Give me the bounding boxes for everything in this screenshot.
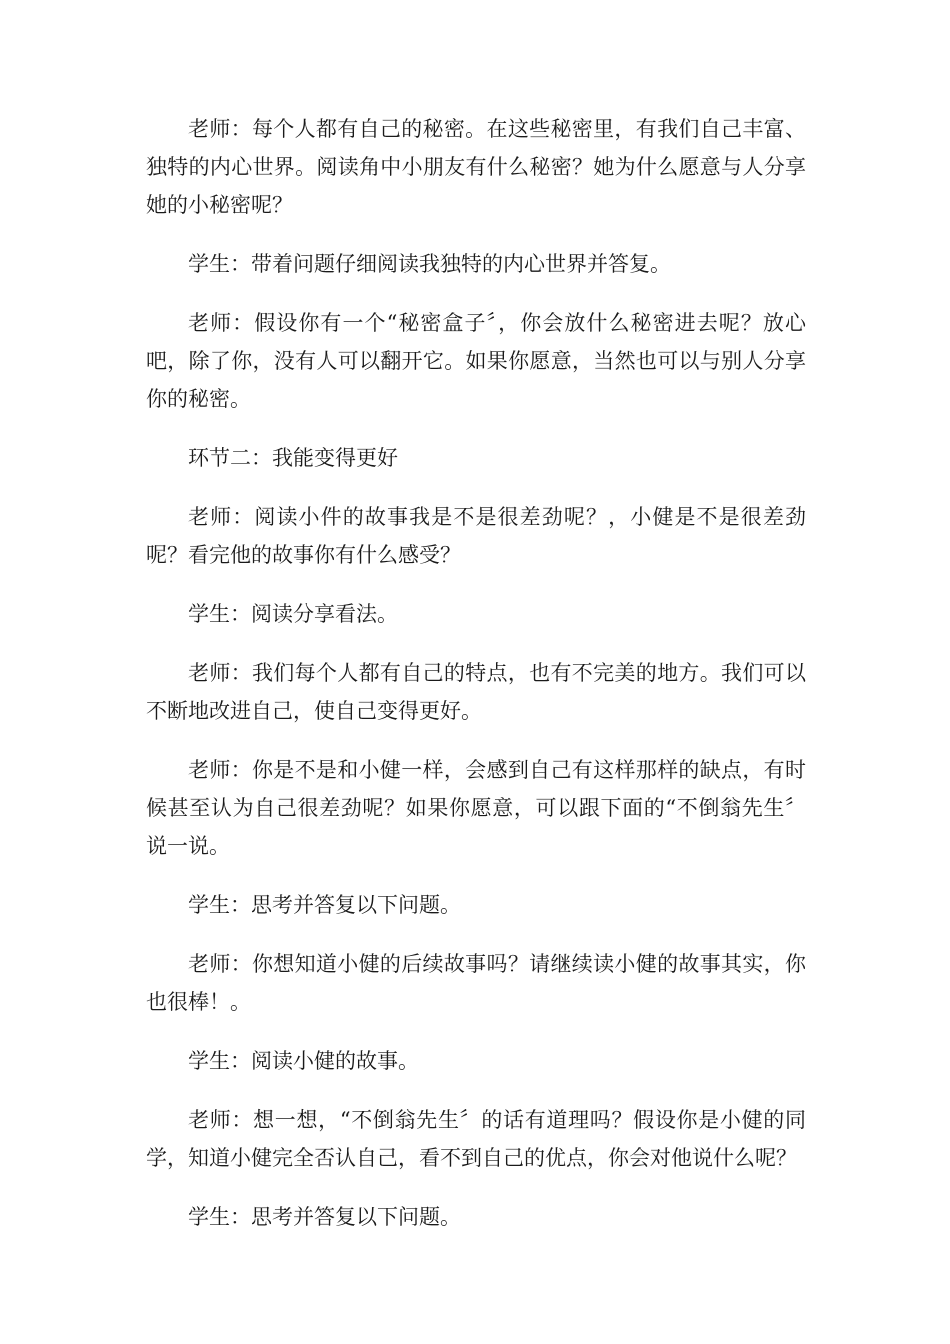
paragraph-teacher-sequel: 老师：你想知道小健的后续故事吗？请继续读小健的故事其实，你也很棒！。 bbox=[146, 952, 806, 1014]
paragraph-student-answer-final: 学生：思考并答复以下问题。 bbox=[188, 1205, 461, 1229]
paragraph-student-answer: 学生：思考并答复以下问题。 bbox=[188, 893, 461, 917]
paragraph-student-share: 学生：阅读分享看法。 bbox=[188, 602, 398, 626]
paragraph-student-read-story: 学生：阅读小健的故事。 bbox=[188, 1049, 419, 1073]
paragraph-teacher-secret: 老师：每个人都有自己的秘密。在这些秘密里，有我们自己丰富、独特的内心世界。阅读角中小朋友有什么秘密？她为什么愿意与人分享她的小秘密呢？ bbox=[146, 117, 806, 217]
paragraph-teacher-shortcomings: 老师：你是不是和小健一样，会感到自己有这样那样的缺点，有时候甚至认为自己很差劲呢？如果你愿意，可以跟下面的“不倒翁先生〞说一说。 bbox=[146, 758, 806, 858]
document-body bbox=[146, 110, 806, 1257]
section-heading-step-two: 环节二：我能变得更好 bbox=[188, 446, 398, 470]
paragraph-teacher-think: 老师：想一想，“不倒翁先生〞的话有道理吗？假设你是小健的同学，知道小健完全否认自己，看不到自己的优点，你会对他说什么呢？ bbox=[146, 1108, 806, 1170]
paragraph-teacher-story: 老师：阅读小件的故事我是不是很差劲呢？，小健是不是很差劲呢？看完他的故事你有什么感受？ bbox=[146, 505, 806, 567]
paragraph-teacher-improve: 老师：我们每个人都有自己的特点，也有不完美的地方。我们可以不断地改进自己，使自己变得更好。 bbox=[146, 661, 806, 723]
paragraph-teacher-secret-box: 老师：假设你有一个“秘密盒子〞，你会放什么秘密进去呢？放心吧，除了你，没有人可以翻开它。如果你愿意，当然也可以与别人分享你的秘密。 bbox=[146, 311, 806, 411]
paragraph-student-read: 学生：带着问题仔细阅读我独特的内心世界并答复。 bbox=[188, 252, 671, 276]
